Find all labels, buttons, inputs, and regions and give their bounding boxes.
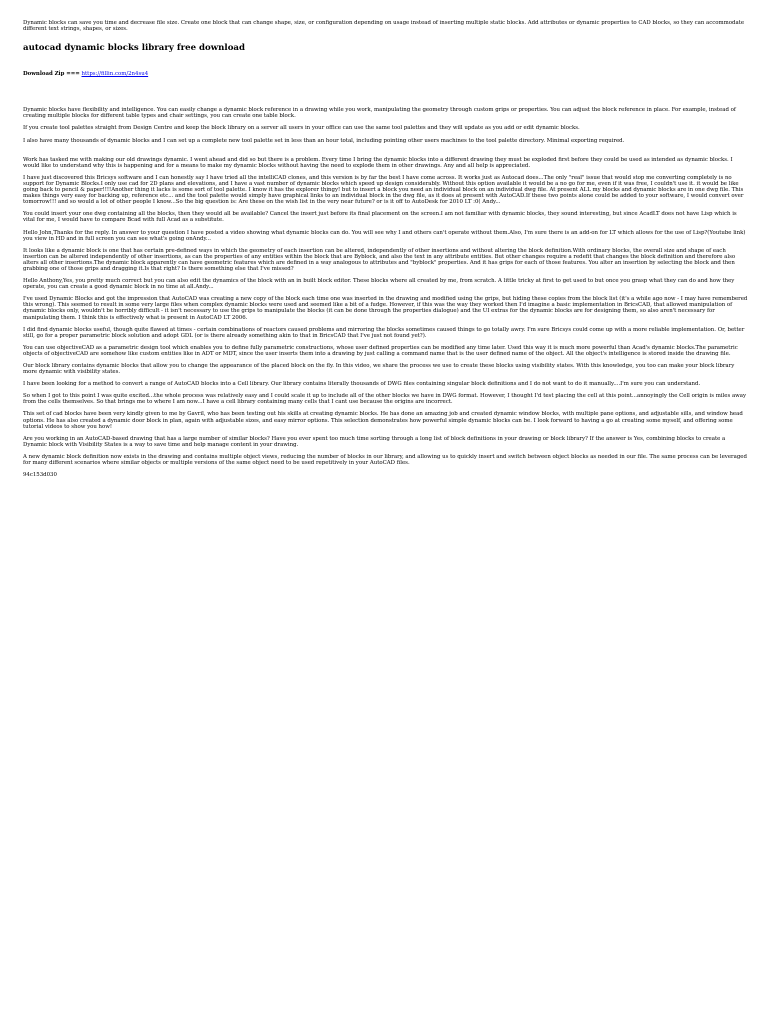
page-title: autocad dynamic blocks library free download bbox=[23, 43, 246, 54]
paragraph: Work has tasked me with making our old drawings dynamic. I went ahead and did so but there is a problem. Every time I bring the dynamic blocks into a different drawing they must be exploded first before they could be used as intended as dynamic blocks. I would like to understand why this is happening and for a means to make my dynamic blocks without having the need to explode them in other drawings. Any and all help is appreciated. bbox=[23, 156, 733, 169]
paragraph: Our block library contains dynamic blocks that allow you to change the appearance of the placed block on the fly. In this video, we share the process we use to create these blocks using visibility states. With this knowledge, you too can make your block library more dynamic with visibility states. bbox=[23, 363, 735, 376]
paragraph: Are you working in an AutoCAD-based drawing that has a large number of similar blocks? Have you ever spent too much time sorting through a long list of block definitions in your drawing or block library? If the answer is Yes, combining blocks to create a Dynamic block with Visibility States is a way to save time and help manage content in your drawing. bbox=[23, 435, 726, 448]
paragraph: Hello John,Thanks for the reply. In answer to your question I have posted a video showing what dynamic blocks can do. You will see why I and others can't operate without them.Also, I'm sure there is an add-on for LT which allows for the use of Lisp?(Youtube link) you view in HD and in full screen you can see what's going onAndy... bbox=[23, 229, 746, 242]
paragraph: I also have many thousands of dynamic blocks and I can set up a complete new tool palette set in less than an hour total, including pointing other users machines to the tool palette directory. Minimal exporting required. bbox=[23, 137, 625, 144]
intro-paragraph: Dynamic blocks can save you time and decrease file size. Create one block that can change shape, size, or configuration depending on usage instead of inserting multiple static blocks. Add attributes or dynamic properties to CAD blocks, so they can accommodate different text strings, shapes, or sizes. bbox=[23, 20, 745, 33]
footer-code: 94c153d030 bbox=[23, 472, 57, 479]
paragraph: I did find dynamic blocks useful, though quite flawed at times - certain combinations of reactors caused problems and mirroring the blocks sometimes caused things to go totally awry. I'm sure Bricsys could come up with a more reliable implementation. Or, better still, go for a proper parametric block solution and adopt GDL (or is there already something akin to that in BricsCAD that I've just not found yet?). bbox=[23, 326, 745, 339]
article bbox=[23, 20, 749, 484]
paragraph: I've used Dynamic Blocks and got the impression that AutoCAD was creating a new copy of the block each time one was inserted in the drawing and modified using the grips, but hiding these copies from the block list (it's a while ago now - I may have remembered this wrong). This seemed to result in some very large files when complex dynamic blocks were used and seemed like a bit of a fudge. However, if this was the way they worked then I'd imagine a basic implementation in BricsCAD, that allowed manipulation of dynamic blocks only, wouldn't be horribly difficult - it isn't necessary to use the grips to manipulate the blocks (it can be done through the properties dialogue) and the UI extras for the dynamic blocks are for designing them, so also aren't necessary for manipulating them. I think this is effectively what is present in AutoCAD LT 2006. bbox=[23, 296, 748, 321]
download-label: Download Zip === bbox=[23, 71, 80, 78]
paragraph: You can use objectiveCAD as a parametric design tool which enables you to define fully parametric constructions, whose user defined properties can be modified any time later. Used this way it is much more powerful than Acad's dynamic blocks.The parametric objects of objectiveCAD are somehow like custom entities like in ADT or MDT, since the user inserts them into a drawing by just calling a command name that is the user defined name of the object. All the object's intelligence is stored inside the drawing file. bbox=[23, 344, 738, 357]
download-link[interactable]: https://fillin.com/2n4su4 bbox=[81, 71, 149, 78]
paragraph: Hello Anthony,Yes, you pretty much correct but you can also edit the dynamics of the block with an in built block editor. These blocks where all created by me, from scratch. A little tricky at first to get used to but once you grasp what they can do and how they operate, you can create a good dynamic block in no time at all.Andy... bbox=[23, 278, 735, 291]
paragraph: It looks like a dynamic block is one that has certain pre-defined ways in which the geometry of each insertion can be altered, independently of other insertions and without altering the block definition.With ordinary blocks, the overall size and shape of each insertion can be altered independently of other insertions, as can the properties of any entities within the block that are Byblock, and also the text in any attribute entities. But other changes require a redefit that changes the block definition and therefore also alters all other insertions.The dynamic block apparently can have geometric features which are defined in a way analogous to attributes and "byblock" properties. And it has grips for each of those features. You alter an insertion by selecting the block and then grabbing one of those grips and dragging it.Is that right? Is there something else that I've missed? bbox=[23, 247, 736, 272]
paragraph: A new dynamic block definition now exists in the drawing and contains multiple object views, reducing the number of blocks in our library, and allowing us to quickly insert and switch between object blocks as needed in our file. The same process can be leveraged for many different scenarios where similar objects or multiple versions of the same object need to be used repetitively in your AutoCAD files. bbox=[23, 453, 747, 467]
paragraph: This set of cad blocks have been very kindly given to me by Gavril, who has been testing out his skills at creating dynamic blocks. He has done an amazing job and created dynamic window blocks, with multiple pane options, and adjustable sills, and window head options. He has also created a dynamic door block in plan, again with adjustable sizes, and easy mirror options. This selection demonstrates how powerful simple dynamic blocks can be. I look forward to having a go at creating some myself, and offering some tutorial videos to show you how! bbox=[23, 411, 743, 430]
paragraph: Dynamic blocks have flexibility and intelligence. You can easily change a dynamic block reference in a drawing while you work, manipulating the geometry through custom grips or properties. You can adjust the block reference in place. For example, instead of creating multiple blocks for different table types and chair settings, you can create one table block. bbox=[23, 107, 736, 120]
paragraph: You could insert your one dwg containing all the blocks, then they would all be available? Cancel the insert just before its final placement on the screen.I am not familiar with dynamic blocks, they sound interesting, but since AcadLT does not have Lisp which is vital for me, I would have to compare Bcad with full Acad as a substitute. bbox=[23, 211, 737, 224]
paragraph: I have been looking for a method to convert a range of AutoCAD blocks into a Cell library. Our library contains literally thousands of DWG files containing singular block definitions and I do not want to do it manually....I'm sure you can understand. bbox=[23, 381, 701, 388]
paragraph: So when I got to this point I was quite excited...the whole process was relatively easy and I could scale it up to include all of the other blocks we have in DWG format. However, I thought I'd test placing the cell at this point...annoyingly the Cell origin is miles away from the cells themselves. So that brings me to where I am now...I have a cell library containing many cells that I cant use because the origins are incorrect. bbox=[23, 393, 747, 406]
paragraph: If you create tool palettes straight from Design Centre and keep the block library on a server all users in your office can use the same tool palettes and they will update as you add or edit dynamic blocks. bbox=[23, 125, 580, 132]
paragraph: I have just discovered this Bricsys software and I can honestly say I have tried all the intelliCAD clones, and this version is by far the best I have come across. It works just as Autocad does...The only "real" issue that would stop me converting completely is no support for Dynamic Blocks.I only use cad for 2D plans and elevations, and I have a vast number of dynamic blocks which speed up design considerably. Without this option available it would be a no go for me, even if it was free, I couldn't use it. it would be like going back to pencil & paper!!!!Another thing it lacks is some sort of tool palette. I know it has the explorer thingy! but to insert a block you need an individual block on an individual dwg file. At present ALL my blocks and dynamic blocks are in one dwg file. This makes things very easy for backing up, reference etc... and the tool palette would simply have graphical links to an individual block in the dwg file, as it does at present with AutoCAD.If these two points alone could be added to your software, I would convert over tomorrow!!! and so would a lot of other people I know...So the big question is: Are these on the wish list in the very near future? or is it off to AutoDesk for 2010 LT :0( Andy... bbox=[23, 174, 744, 206]
download-line bbox=[23, 71, 749, 77]
